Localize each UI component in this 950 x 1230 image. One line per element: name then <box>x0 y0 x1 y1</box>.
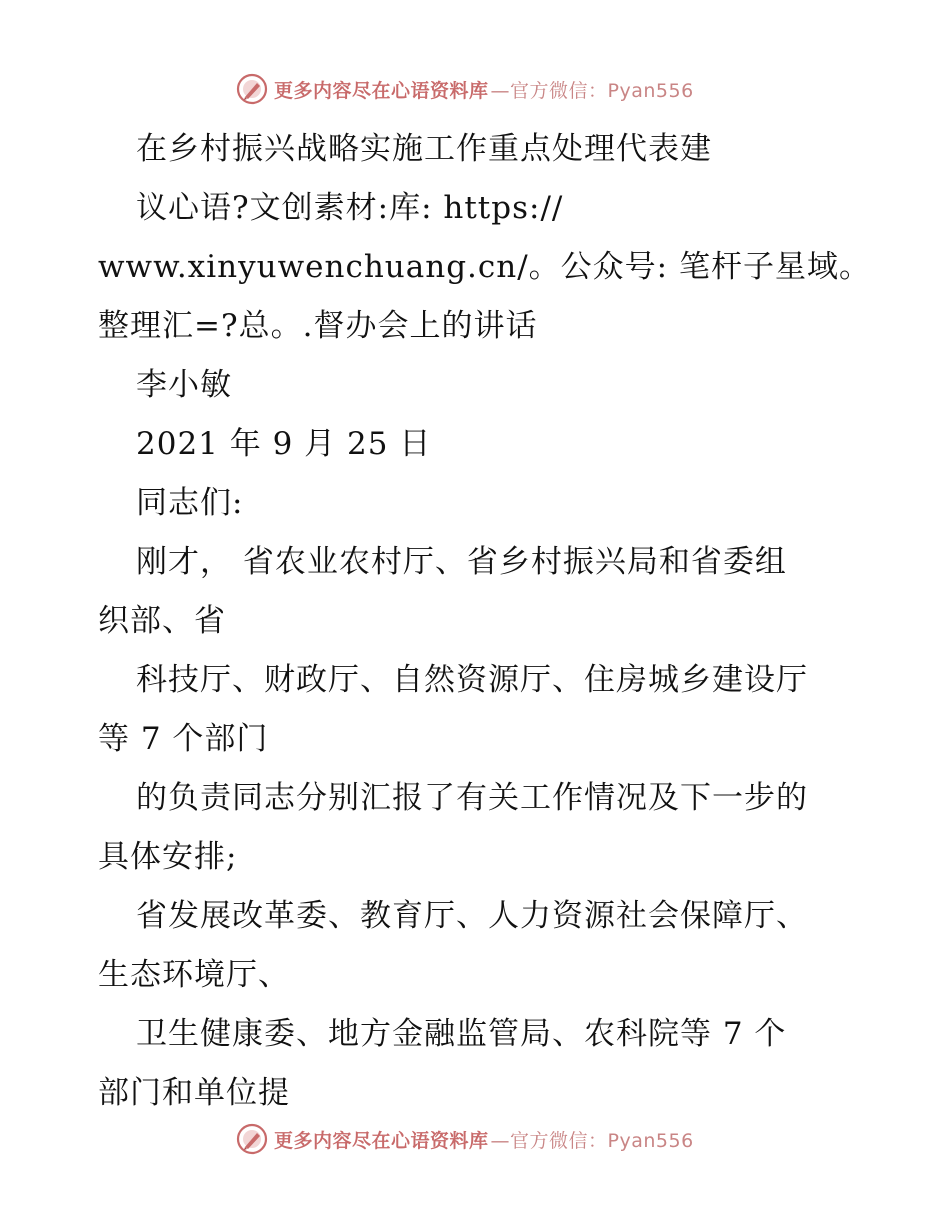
text-line: 科技厅、财政厅、自然资源厅、住房城乡建设厅 <box>136 662 808 698</box>
text-line: 同志们: <box>136 485 244 521</box>
text-line: 卫生健康委、地方金融监管局、农科院等 7 个 <box>136 1016 787 1052</box>
footer-banner-contact: —官方微信：Pyan556 <box>490 1129 694 1152</box>
text-line: 具体安排; <box>98 839 238 875</box>
text-line: 部门和单位提 <box>98 1075 290 1111</box>
header-banner-contact: —官方微信：Pyan556 <box>490 79 694 102</box>
footer-banner <box>236 1122 694 1156</box>
header-banner <box>236 72 694 106</box>
text-line: 2021 年 9 月 25 日 <box>136 426 432 462</box>
text-line: 议心语?文创素材:库: https:// <box>136 190 564 226</box>
text-line: 整理汇=?总。.督办会上的讲话 <box>98 308 538 344</box>
header-banner-text: 更多内容尽在心语资料库 <box>274 79 489 102</box>
text-line: 省发展改革委、教育厅、人力资源社会保障厅、 <box>136 898 808 934</box>
pen-logo-icon <box>236 73 268 105</box>
text-line: 刚才， 省农业农村厅、省乡村振兴局和省委组 <box>136 544 787 580</box>
document-body <box>98 120 871 1123</box>
text-line: 生态环境厅、 <box>98 957 290 993</box>
text-line: 等 7 个部门 <box>98 721 269 757</box>
text-line: 的负责同志分别汇报了有关工作情况及下一步的 <box>136 780 808 816</box>
text-line: www.xinyuwenchuang.cn/。公众号: 笔杆子星域。 <box>98 249 871 285</box>
footer-banner-text: 更多内容尽在心语资料库 <box>274 1129 489 1152</box>
text-line: 在乡村振兴战略实施工作重点处理代表建 <box>136 131 712 167</box>
text-line: 李小敏 <box>136 367 232 403</box>
pen-logo-icon <box>236 1123 268 1155</box>
text-line: 织部、省 <box>98 603 226 639</box>
